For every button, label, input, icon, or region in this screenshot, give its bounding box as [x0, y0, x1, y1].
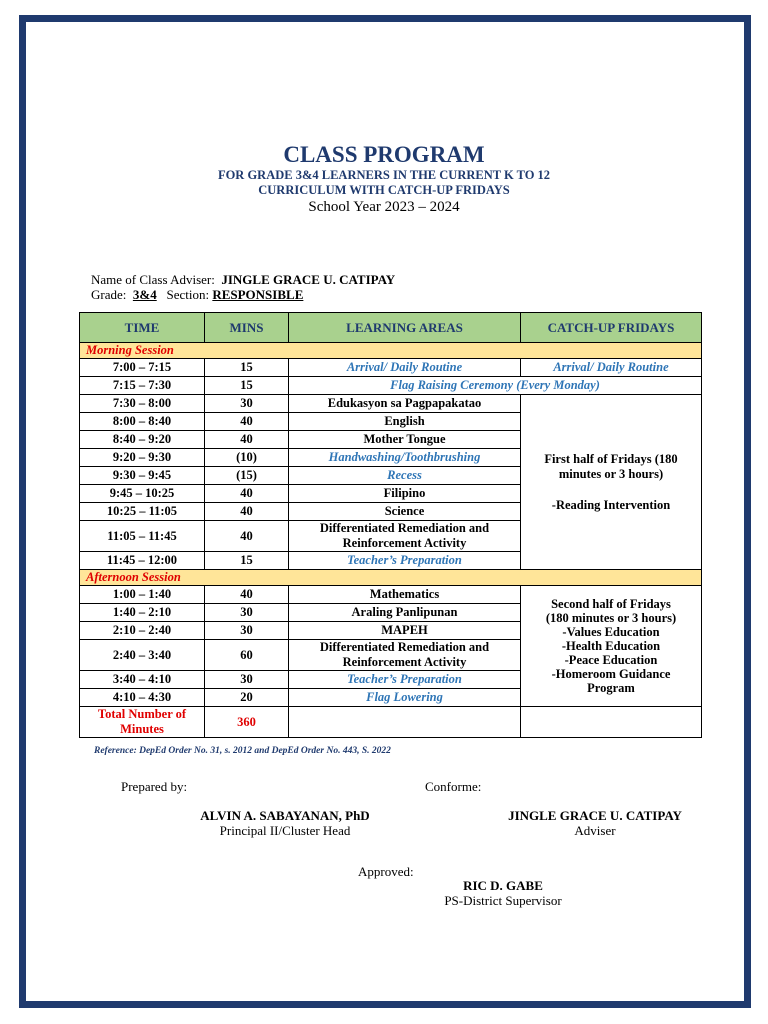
cell-mins: 30 [205, 622, 289, 640]
grade-section-line [91, 287, 303, 302]
cell-area: Mother Tongue [289, 431, 521, 449]
cell-time: 4:10 – 4:30 [80, 689, 205, 707]
cell-area: Teacher’s Preparation [289, 552, 521, 570]
cell-mins: (10) [205, 449, 289, 467]
cell-area: Mathematics [289, 586, 521, 604]
header-learning-areas: LEARNING AREAS [289, 313, 521, 343]
cell-mins: 30 [205, 395, 289, 413]
cell-area: Teacher’s Preparation [289, 671, 521, 689]
total-value: 360 [205, 707, 289, 738]
section-label: Section: [166, 287, 210, 302]
morning-friday-line-3: -Reading Intervention [551, 497, 671, 512]
cell-area [289, 640, 521, 671]
table-row [80, 395, 702, 413]
cell-mins: 40 [205, 503, 289, 521]
afternoon-friday-line-4: -Health Education [561, 639, 661, 653]
approved-label: Approved: [358, 864, 414, 879]
conforme-block [475, 808, 715, 838]
approved-title: PS-District Supervisor [444, 893, 562, 908]
cell-mins: (15) [205, 467, 289, 485]
cell-time: 11:05 – 11:45 [80, 521, 205, 552]
afternoon-friday-line-5: -Peace Education [564, 653, 658, 667]
cell-area: Araling Panlipunan [289, 604, 521, 622]
afternoon-friday-line-3: -Values Education [562, 625, 660, 639]
cell-mins: 40 [205, 485, 289, 503]
morning-session-row [80, 343, 702, 359]
table-row [80, 586, 702, 604]
cell-area: Edukasyon sa Pagpapakatao [289, 395, 521, 413]
conforme-title: Adviser [574, 823, 616, 838]
prepared-label: Prepared by: [121, 779, 188, 794]
cell-area: Science [289, 503, 521, 521]
cell-area [289, 521, 521, 552]
cell-time: 2:10 – 2:40 [80, 622, 205, 640]
table-row [80, 359, 702, 377]
cell-mins: 15 [205, 552, 289, 570]
total-label [80, 707, 205, 738]
prepared-block [170, 808, 400, 838]
cell-mins: 40 [205, 431, 289, 449]
morning-friday-cell [521, 395, 702, 570]
header-mins: MINS [205, 313, 289, 343]
cell-area: Handwashing/Toothbrushing [289, 449, 521, 467]
cell-time: 9:45 – 10:25 [80, 485, 205, 503]
morning-friday-line-2: minutes or 3 hours) [558, 466, 664, 481]
cell-time: 8:00 – 8:40 [80, 413, 205, 431]
adviser-line [91, 272, 395, 287]
morning-session-label: Morning Session [80, 343, 702, 359]
cell-time: 9:30 – 9:45 [80, 467, 205, 485]
cell-friday: Arrival/ Daily Routine [521, 359, 702, 377]
header-time: TIME [80, 313, 205, 343]
cell-mins: 15 [205, 359, 289, 377]
school-year: School Year 2023 – 2024 [308, 199, 460, 215]
cell-mins: 60 [205, 640, 289, 671]
afternoon-friday-line-1: Second half of Fridays [551, 597, 671, 611]
subtitle-line-1: FOR GRADE 3&4 LEARNERS IN THE CURRENT K TO 12 [217, 168, 551, 182]
cell-area: English [289, 413, 521, 431]
cell-time: 10:25 – 11:05 [80, 503, 205, 521]
cell-area-line-2: Reinforcement Activity [342, 536, 467, 550]
cell-area: Recess [289, 467, 521, 485]
cell-time: 7:15 – 7:30 [80, 377, 205, 395]
total-empty-area [289, 707, 521, 738]
cell-mins: 30 [205, 604, 289, 622]
cell-time: 8:40 – 9:20 [80, 431, 205, 449]
cell-time: 2:40 – 3:40 [80, 640, 205, 671]
afternoon-friday-line-2: (180 minutes or 3 hours) [545, 611, 677, 625]
subtitle-line-2: CURRICULUM WITH CATCH-UP FRIDAYS [258, 183, 510, 197]
prepared-title: Principal II/Cluster Head [219, 823, 351, 838]
approved-block [403, 878, 603, 908]
morning-friday-line-1: First half of Fridays (180 [544, 451, 678, 466]
cell-mins: 40 [205, 586, 289, 604]
cell-time: 1:00 – 1:40 [80, 586, 205, 604]
cell-mins: 40 [205, 413, 289, 431]
cell-mins: 15 [205, 377, 289, 395]
table-row [80, 377, 702, 395]
cell-area: MAPEH [289, 622, 521, 640]
cell-area-line-1: Differentiated Remediation and [319, 640, 490, 654]
cell-area-line-2: Reinforcement Activity [342, 655, 467, 669]
cell-time: 7:00 – 7:15 [80, 359, 205, 377]
afternoon-session-label: Afternoon Session [80, 570, 702, 586]
adviser-name: JINGLE GRACE U. CATIPAY [221, 272, 396, 287]
reference-note: Reference: DepEd Order No. 31, s. 2012 and DepEd Order No. 443, S. 2022 [94, 746, 391, 756]
approved-name: RIC D. GABE [463, 878, 543, 893]
table-header-row [80, 313, 702, 343]
cell-time: 3:40 – 4:10 [80, 671, 205, 689]
class-program-table [79, 312, 702, 738]
afternoon-friday-line-6: -Homeroom Guidance [551, 667, 671, 681]
afternoon-friday-cell [521, 586, 702, 707]
afternoon-friday-line-7: Program [587, 681, 635, 695]
cell-time: 1:40 – 2:10 [80, 604, 205, 622]
conforme-name: JINGLE GRACE U. CATIPAY [508, 808, 682, 823]
cell-area: Filipino [289, 485, 521, 503]
total-label-line-1: Total Number of [97, 707, 187, 721]
conforme-label: Conforme: [425, 779, 482, 794]
afternoon-session-row [80, 570, 702, 586]
grade-label: Grade: [91, 287, 127, 302]
cell-mins: 30 [205, 671, 289, 689]
prepared-name: ALVIN A. SABAYANAN, PhD [200, 808, 370, 823]
cell-time: 7:30 – 8:00 [80, 395, 205, 413]
cell-area: Flag Raising Ceremony (Every Monday) [289, 377, 702, 395]
page-title: CLASS PROGRAM [283, 142, 485, 167]
cell-area: Flag Lowering [289, 689, 521, 707]
cell-area: Arrival/ Daily Routine [289, 359, 521, 377]
total-row [80, 707, 702, 738]
cell-area-line-1: Differentiated Remediation and [319, 521, 490, 535]
cell-mins: 40 [205, 521, 289, 552]
cell-time: 11:45 – 12:00 [80, 552, 205, 570]
section-value: RESPONSIBLE [212, 287, 304, 302]
total-empty-friday [521, 707, 702, 738]
cell-mins: 20 [205, 689, 289, 707]
grade-value: 3&4 [132, 287, 157, 302]
adviser-label: Name of Class Adviser: [91, 272, 215, 287]
total-label-line-2: Minutes [120, 722, 164, 736]
cell-time: 9:20 – 9:30 [80, 449, 205, 467]
header-catch-up-fridays: CATCH-UP FRIDAYS [521, 313, 702, 343]
